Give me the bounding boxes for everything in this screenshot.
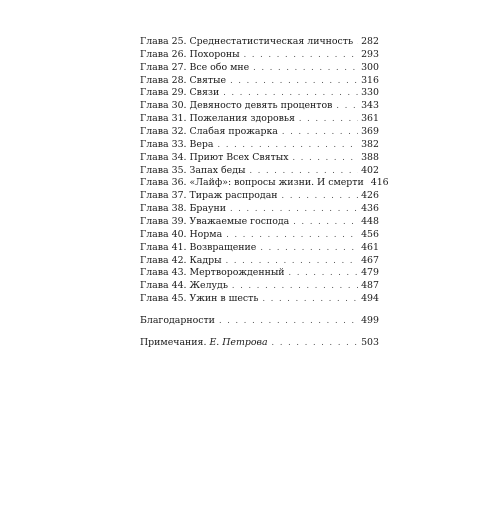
leader-dots [293,216,358,229]
section-gap [140,328,379,337]
toc-entry-title: Глава 44. Желудь [140,280,228,292]
leader-dots [357,36,358,49]
toc-entry-title: Глава 34. Приют Всех Святых [140,151,289,163]
toc-entry-page: 461 [361,241,379,253]
toc-entry-35[interactable] [140,165,379,178]
toc-entry-title: Глава 39. Уважаемые господа [140,216,290,228]
leader-dots [232,280,358,293]
notes-author: Е. Петрова [209,336,268,348]
toc-entry-title: Глава 37. Тираж распродан [140,190,278,202]
toc-entry-32[interactable] [140,126,379,139]
toc-entry-34[interactable] [140,152,379,165]
toc-entry-37[interactable] [140,190,379,203]
leader-dots [219,315,358,328]
toc-entry-page: 456 [361,228,379,240]
toc-entry-notes[interactable] [140,337,379,350]
leader-dots [244,49,358,62]
leader-dots [299,113,358,126]
leader-dots [253,62,358,75]
leader-dots [226,255,359,268]
leader-dots [249,165,358,178]
leader-dots [272,337,359,350]
toc-entry-page: 369 [361,126,379,138]
toc-entry-page: 494 [361,293,379,305]
toc-entry-39[interactable] [140,216,379,229]
toc-entry-title: Глава 27. Все обо мне [140,61,250,73]
toc-entry-title: Глава 32. Слабая прожарка [140,126,278,138]
toc-entry-title: Глава 25. Среднестатистическая личность [140,36,354,47]
leader-dots [289,267,359,280]
toc-entry-page: 448 [361,216,379,228]
leader-dots [223,87,358,100]
toc-entry-38[interactable] [140,203,379,216]
toc-entry-40[interactable] [140,229,379,242]
toc-entry-title: Глава 40. Норма [140,228,223,240]
toc-entry-42[interactable] [140,255,379,268]
toc-entry-title: Глава 36. «Лайф»: вопросы жизни. И смерти [140,177,364,189]
toc-entry-title: Глава 35. Запах беды [140,164,246,176]
leader-dots [293,152,359,165]
toc-entry-page: 499 [361,315,379,327]
toc-entry-title: Глава 29. Связи [140,87,220,99]
toc-entry-title: Глава 30. Девяносто девять процентов [140,100,333,112]
toc-entry-page: 343 [361,100,379,112]
toc-entry-title: Глава 41. Возвращение [140,241,257,253]
toc-entry-44[interactable] [140,280,379,293]
leader-dots [282,126,358,139]
toc-entry-title: Глава 42. Кадры [140,254,222,266]
toc-entry-title [140,337,268,350]
toc-entry-25[interactable] [140,36,379,49]
notes-label: Примечания. [140,336,207,348]
section-gap [140,306,379,315]
table-of-contents [140,36,389,350]
leader-dots [282,190,359,203]
leader-dots [260,242,358,255]
toc-entry-27[interactable] [140,62,379,75]
toc-entry-page: 503 [361,336,379,348]
toc-entry-page: 282 [361,36,379,47]
toc-entry-29[interactable] [140,87,379,100]
toc-entry-title: Глава 38. Брауни [140,203,226,215]
toc-entry-page: 316 [361,74,379,86]
toc-entry-page: 487 [361,280,379,292]
toc-entry-title: Благодарности [140,315,215,327]
leader-dots [226,229,358,242]
leader-dots [218,139,359,152]
toc-entry-page: 402 [361,164,379,176]
toc-entry-title: Глава 33. Вера [140,138,214,150]
leader-dots [336,100,358,113]
leader-dots [262,293,358,306]
toc-entry-title: Глава 31. Пожелания здоровья [140,113,295,125]
toc-entry-45[interactable] [140,293,379,306]
leader-dots [230,75,358,88]
toc-entry-page: 479 [361,267,379,279]
toc-entry-31[interactable] [140,113,379,126]
toc-entry-43[interactable] [140,267,379,280]
toc-entry-page: 293 [361,48,379,60]
toc-entry-page: 361 [361,113,379,125]
toc-entry-30[interactable] [140,100,379,113]
toc-entry-title: Глава 43. Мертворожденный [140,267,285,279]
toc-entry-acknowledgments[interactable] [140,315,379,328]
toc-entry-page: 388 [361,151,379,163]
toc-entry-28[interactable] [140,75,379,88]
toc-entry-title: Глава 28. Святые [140,74,227,86]
toc-entry-41[interactable] [140,242,379,255]
toc-entry-33[interactable] [140,139,379,152]
toc-entry-page: 382 [361,138,379,150]
toc-entry-26[interactable] [140,49,379,62]
leader-dots [230,203,358,216]
toc-entry-title: Глава 45. Ужин в шесть [140,293,259,305]
toc-entry-title: Глава 26. Похороны [140,48,240,60]
toc-entry-page: 330 [361,87,379,99]
toc-entry-page: 300 [361,61,379,73]
toc-entry-page: 416 [370,177,389,189]
toc-entry-36[interactable] [140,177,389,190]
toc-entry-page: 436 [361,203,379,215]
toc-entry-page: 426 [361,190,379,202]
toc-entry-page: 467 [361,254,379,266]
